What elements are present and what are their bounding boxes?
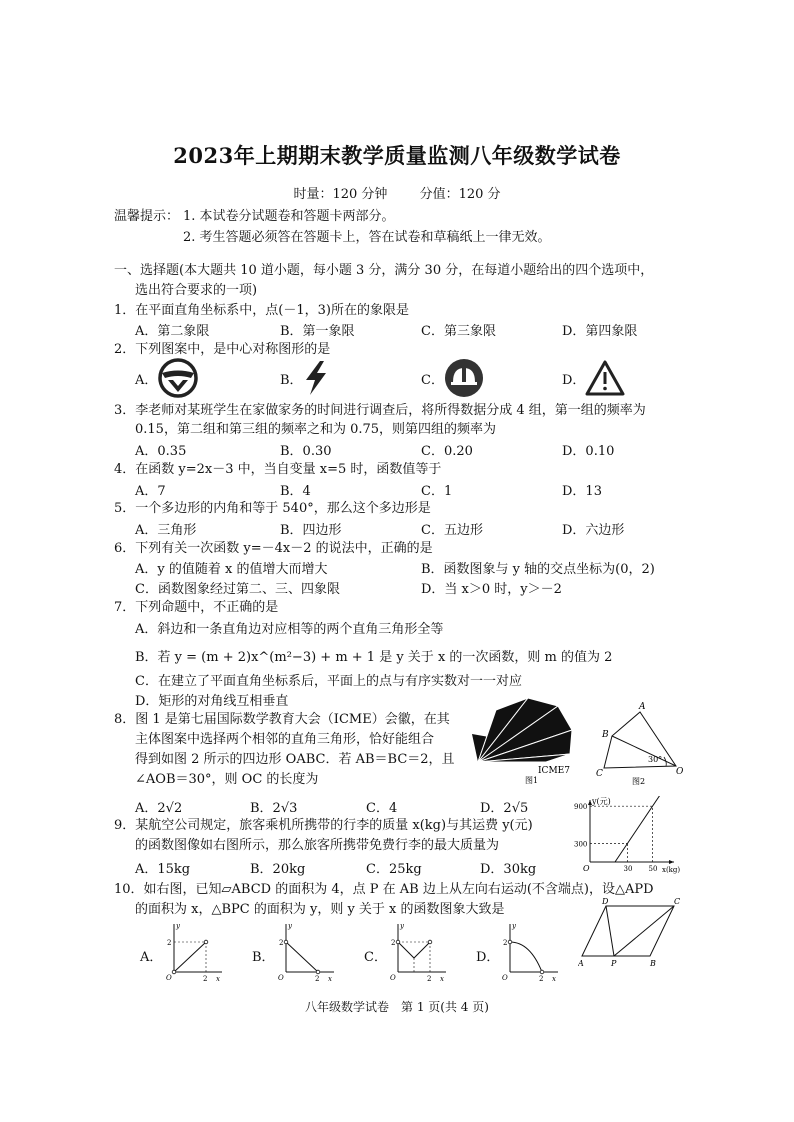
origin-label: O [502, 974, 508, 982]
q4-option-c: C．1 [421, 484, 453, 499]
q6-option-b: B．函数图象与 y 轴的交点坐标为(0，2) [421, 562, 655, 577]
q8-stem-line1: 8．图 1 是第七届国际数学教育大会（ICME）会徽，在其 [114, 712, 450, 727]
label-a: A [578, 959, 584, 968]
fig2-caption: 图2 [632, 777, 646, 786]
q8-stem-line4: ∠AOB＝30°，则 OC 的长度为 [135, 772, 319, 787]
q3-option-a: A．0.35 [135, 444, 187, 459]
q8-option-c: C．4 [366, 801, 398, 816]
q6-option-c: C．函数图象经过第二、三、四象限 [135, 582, 340, 597]
q7-stem: 7．下列命题中，不正确的是 [114, 600, 279, 615]
q3-option-c: C．0.20 [421, 444, 473, 459]
x-tick-30: 30 [623, 865, 633, 873]
q8-option-b: B．2√3 [250, 801, 298, 816]
x-tick-50: 50 [648, 865, 658, 873]
q2-option-d: D． [562, 373, 586, 388]
q2-option-a: A． [135, 373, 158, 388]
origin-label: O [166, 974, 172, 982]
axis-x-label: x [216, 975, 220, 982]
angle-label: 30° [648, 755, 663, 764]
q7-option-c: C．在建立了平面直角坐标系后，平面上的点与有序实数对一一对应 [135, 674, 522, 689]
q2-option-c: C． [421, 373, 444, 388]
section-heading-line2: 选出符合要求的一项) [135, 283, 258, 298]
q4-stem: 4．在函数 y=2x－3 中，当自变量 x=5 时，函数值等于 [114, 462, 442, 477]
q10-option-b: B． [252, 950, 275, 965]
q4-option-a: A．7 [135, 484, 166, 499]
q1-option-b: B．第一象限 [280, 324, 355, 339]
tips-label: 温馨提示： [114, 209, 180, 224]
warning-triangle-icon [585, 360, 625, 396]
q10-option-d: D． [476, 950, 500, 965]
q3-stem-line1: 3．李老师对某班学生在家做家务的时间进行调查后，将所得数据分成 4 组，第一组的频率为 [114, 403, 646, 418]
q1-option-a: A．第二象限 [135, 324, 210, 339]
label-a: A [639, 702, 646, 712]
exam-meta [0, 183, 794, 202]
axis-y-label: y [288, 922, 292, 930]
label-d: D [602, 897, 609, 906]
q1-stem: 1．在平面直角坐标系中，点(－1，3)所在的象限是 [114, 303, 409, 318]
q5-option-a: A．三角形 [135, 523, 197, 538]
q9-stem-line2: 的函数图像如右图所示，那么旅客所携带免费行李的最大质量为 [135, 838, 500, 853]
page-title: 2023年上期期末教学质量监测八年级数学试卷 [173, 143, 621, 168]
q10-stem-line1: 10．如右图，已知▱ABCD 的面积为 4，点 P 在 AB 边上从左向右运动(不含端点)，设△APD [114, 882, 654, 897]
origin-label: O [583, 864, 590, 873]
q6-stem: 6．下列有关一次函数 y=－4x－2 的说法中，正确的是 [114, 541, 433, 556]
label-o: O [676, 767, 684, 777]
q6-option-a: A．y 的值随着 x 的值增大而增大 [135, 562, 328, 577]
graph-option-c [384, 920, 450, 982]
axis-y-label: y [176, 922, 180, 930]
q7-option-a: A．斜边和一条直角边对应相等的两个直角三角形全等 [135, 622, 444, 637]
axis-x-label: x [328, 975, 332, 982]
q9-option-d: D．30kg [480, 862, 537, 877]
q7-option-d: D．矩形的对角线互相垂直 [135, 694, 289, 709]
graph-option-d [496, 920, 562, 982]
q4-option-b: B．4 [280, 484, 311, 499]
q10-option-c: C． [364, 950, 387, 965]
axis-y-label: y [512, 922, 516, 930]
q10-option-a: A． [140, 950, 163, 965]
tick-x: 2 [539, 975, 544, 982]
q1-option-c: C．第三象限 [421, 324, 496, 339]
q6-option-d: D．当 x＞0 时，y＞－2 [421, 582, 562, 597]
y-axis-label: y(元) [592, 797, 611, 806]
origin-label: O [390, 974, 396, 982]
tick-x: 2 [203, 975, 208, 982]
tick-x: 2 [315, 975, 320, 982]
helmet-icon [444, 358, 484, 398]
icme-label: ICME7 [538, 766, 570, 776]
q9-option-b: B．20kg [250, 862, 306, 877]
q2-option-b: B． [280, 373, 303, 388]
quadrilateral-figure [592, 700, 688, 786]
q5-stem: 5．一个多边形的内角和等于 540°，那么这个多边形是 [114, 501, 431, 516]
page-footer: 八年级数学试卷 第 1 页(共 4 页) [305, 1000, 489, 1014]
exam-score: 分值：120 分 [419, 187, 501, 202]
parallelogram-figure [578, 894, 686, 968]
axis-x-label: x [552, 975, 556, 982]
section-heading-line1: 一、选择题(本大题共 10 道小题，每小题 3 分，满分 30 分，在每道小题给出的四个选项中， [114, 263, 654, 278]
graph-option-b [272, 920, 338, 982]
y-tick-900: 900 [574, 803, 588, 812]
x-axis-arrow [669, 860, 674, 864]
label-b: B [602, 730, 609, 740]
axis-y-label: y [400, 922, 404, 930]
tips-item-2: 2. 考生答题必须答在答题卡上，答在试卷和草稿纸上一律无效。 [183, 230, 551, 245]
q1-option-d: D．第四象限 [562, 324, 638, 339]
origin-label: O [278, 974, 284, 982]
label-c: C [674, 897, 681, 906]
tick-y: 2 [167, 939, 172, 947]
q4-option-d: D．13 [562, 484, 602, 499]
q8-stem-line3: 得到如图 2 所示的四边形 OABC．若 AB＝BC＝2，且 [135, 752, 455, 767]
tick-y: 2 [279, 939, 284, 947]
q9-stem-line1: 9．某航空公司规定，旅客乘机所携带的行李的质量 x(kg)与其运费 y(元) [114, 818, 533, 833]
label-c: C [596, 769, 603, 779]
icme-emblem-figure [466, 692, 584, 784]
q8-option-a: A．2√2 [135, 801, 183, 816]
exam-time: 时量：120 分钟 [293, 187, 388, 202]
lightning-icon [302, 360, 330, 396]
y-tick-300: 300 [574, 840, 588, 849]
graph-option-a [160, 920, 226, 982]
q3-option-b: B．0.30 [280, 444, 332, 459]
tips-item-1: 1. 本试卷分试题卷和答题卡两部分。 [183, 209, 395, 224]
q3-stem-line2: 0.15，第二组和第三组的频率之和为 0.75，则第四组的频率为 [135, 422, 497, 437]
q5-option-c: C．五边形 [421, 523, 483, 538]
q9-option-c: C．25kg [366, 862, 422, 877]
label-p: P [611, 959, 617, 968]
baggage-fee-chart [568, 796, 686, 874]
q5-option-b: B．四边形 [280, 523, 342, 538]
tick-y: 2 [503, 939, 508, 947]
q3-option-d: D．0.10 [562, 444, 615, 459]
axis-x-label: x [440, 975, 444, 982]
q5-option-d: D．六边形 [562, 523, 625, 538]
q10-stem-line2: 的面积为 x，△BPC 的面积为 y，则 y 关于 x 的函数图象大致是 [135, 902, 505, 917]
tick-x: 2 [427, 975, 432, 982]
wheel-logo-icon [158, 358, 198, 398]
q7-option-b: B．若 y = (m + 2)x^(m²−3) + m + 1 是 y 关于 x 的一次函数，则 m 的值为 2 [135, 650, 613, 665]
x-axis-label: x(kg) [662, 866, 681, 874]
q9-option-a: A．15kg [135, 862, 191, 877]
fig1-caption: 图1 [525, 776, 539, 784]
q8-stem-line2: 主体图案中选择两个相邻的直角三角形，恰好能组合 [135, 732, 435, 747]
q8-option-d: D．2√5 [480, 801, 529, 816]
tick-y: 2 [391, 939, 396, 947]
label-b: B [650, 959, 656, 968]
q2-stem: 2．下列图案中，是中心对称图形的是 [114, 342, 331, 357]
